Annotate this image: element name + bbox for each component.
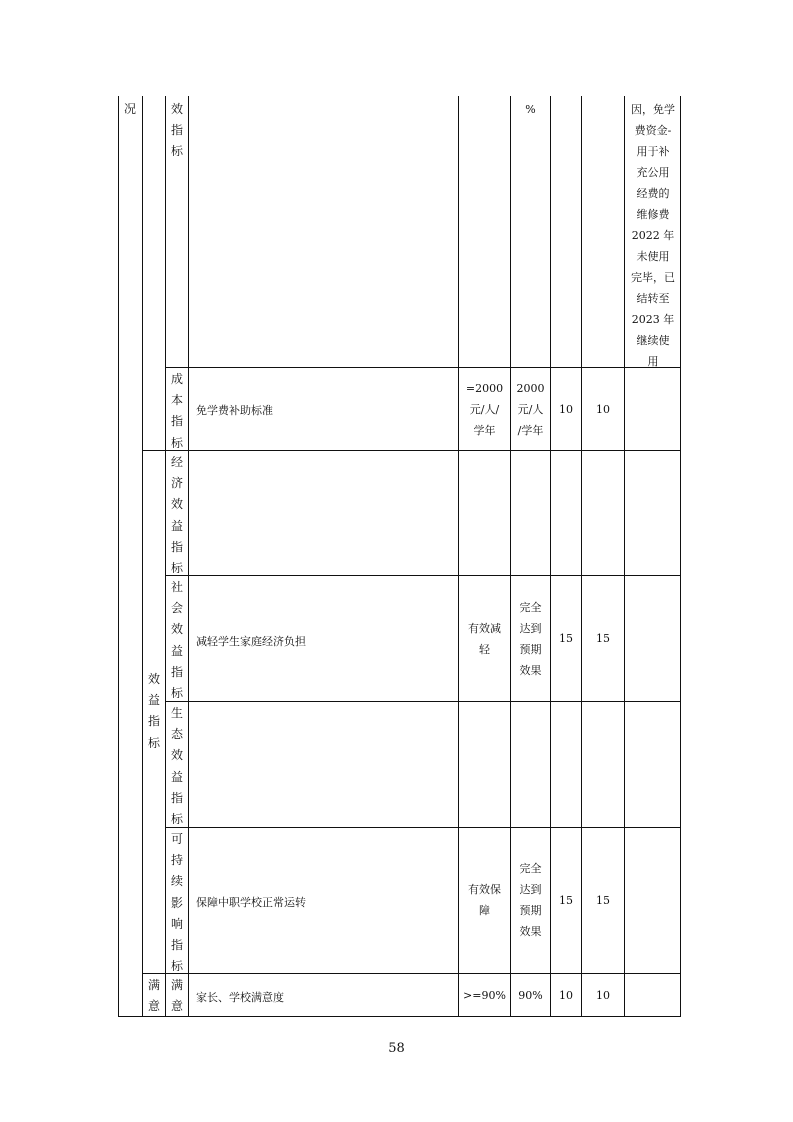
- v-line-1: [142, 96, 143, 1017]
- weight-r3: 15: [559, 632, 573, 645]
- target-r6: >=90%: [463, 989, 506, 1002]
- sub-indicator-r1: 成 本 指 标: [170, 372, 183, 450]
- note-r0: 因，免学 费资金- 用于补 充公用 经费的 维修费 2022 年 未使用 完毕，已 结转至 2023 年 继续使 用: [631, 103, 675, 368]
- h-line-c: [165, 575, 681, 576]
- sub-indicator-r2: 经 济 效 益 指 标: [170, 455, 183, 576]
- category-r6: 满 意: [147, 978, 160, 1014]
- actual-r6: 90%: [518, 989, 543, 1002]
- h-line-e: [165, 827, 681, 828]
- h-line-a: [165, 367, 681, 368]
- h-line-f: [142, 973, 681, 974]
- sub-indicator-r5: 可 持 续 影 响 指 标: [170, 832, 183, 974]
- v-line-left: [118, 96, 119, 1017]
- h-line-b: [142, 450, 681, 451]
- v-line-6: [550, 96, 551, 1017]
- h-line-bottom: [118, 1016, 681, 1017]
- sub-indicator-r3: 社 会 效 益 指 标: [170, 580, 183, 701]
- sub-indicator-r4: 生 态 效 益 指 标: [170, 706, 183, 827]
- weight-r5: 15: [559, 894, 573, 907]
- col1-label: 况: [123, 102, 136, 116]
- indicator-r1: 免学费补助标准: [196, 404, 273, 417]
- target-r1: =2000 元/人/ 学年: [465, 382, 504, 437]
- score-r5: 15: [596, 894, 610, 907]
- sub-indicator-r6: 满 意: [170, 978, 183, 1014]
- target-r3: 有效减 轻: [468, 622, 501, 656]
- performance-table: [118, 96, 681, 1017]
- target-r5: 有效保 障: [468, 883, 501, 917]
- col2-label: 效 益 指 标: [147, 672, 160, 750]
- indicator-r5: 保障中职学校正常运转: [196, 896, 306, 909]
- actual-r5: 完全 达到 预期 效果: [519, 862, 542, 938]
- h-line-d: [165, 701, 681, 702]
- score-r6: 10: [596, 989, 610, 1002]
- page-number: 58: [388, 1041, 405, 1056]
- actual-r3: 完全 达到 预期 效果: [519, 601, 542, 677]
- score-r3: 15: [596, 632, 610, 645]
- score-r1: 10: [596, 403, 610, 416]
- actual-r1: 2000 元/人 /学年: [516, 382, 545, 437]
- sub-indicator-r0: 效 指 标: [170, 102, 183, 159]
- weight-r6: 10: [559, 989, 573, 1002]
- v-line-7: [581, 96, 582, 1017]
- indicator-r3: 减轻学生家庭经济负担: [196, 635, 306, 648]
- v-line-3: [188, 96, 189, 1017]
- indicator-r6: 家长、学校满意度: [196, 991, 284, 1004]
- weight-r1: 10: [559, 403, 573, 416]
- actual-r0: %: [525, 103, 536, 116]
